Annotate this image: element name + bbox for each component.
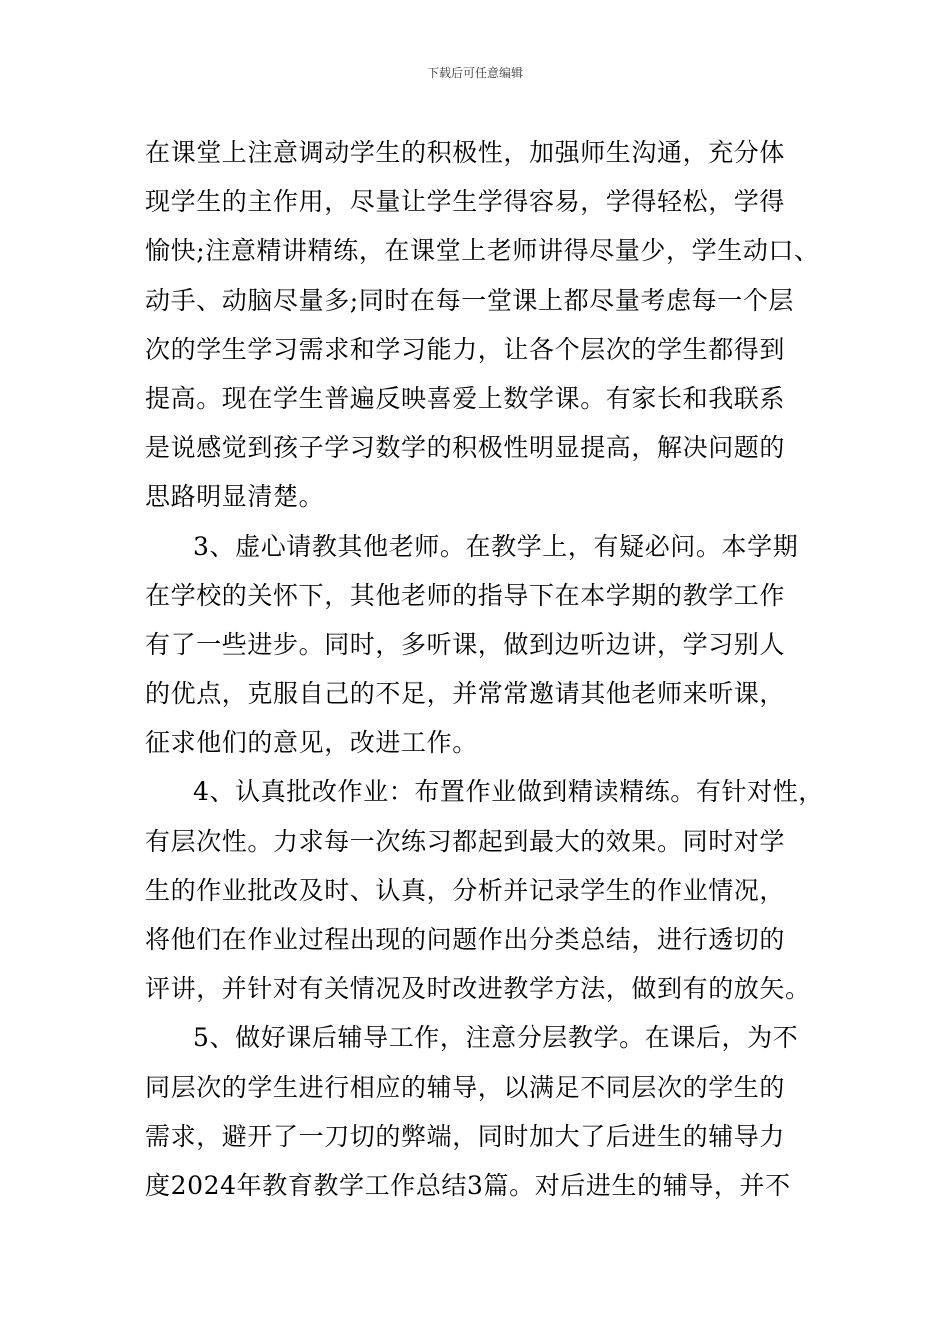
text-line: 将他们在作业过程出现的问题作出分类总结，进行透切的 bbox=[145, 925, 786, 954]
document-body bbox=[145, 128, 835, 1210]
text-line: 有了一些进步。同时，多听课，做到边听边讲，学习别人 bbox=[145, 629, 786, 659]
text-line: 生的作业批改及时、认真，分析并记录学生的作业情况， bbox=[145, 875, 786, 905]
paragraph-5 bbox=[145, 1013, 835, 1210]
text-line: 征求他们的意见，改进工作。 bbox=[145, 728, 478, 758]
text-line: 有层次性。力求每一次练习都起到最大的效果。同时对学 bbox=[145, 826, 786, 856]
text-line: 是说感觉到孩子学习数学的积极性明显提高，解决问题的 bbox=[145, 433, 786, 463]
page-header: 下载后可任意编辑 bbox=[426, 66, 523, 80]
text-line: 动手、动脑尽量多;同时在每一堂课上都尽量考虑每一个层 bbox=[145, 285, 795, 315]
text-line: 现学生的主作用，尽量让学生学得容易，学得轻松，学得 bbox=[145, 187, 786, 217]
text-line: 思路明显清楚。 bbox=[145, 482, 325, 512]
text-line: 次的学生学习需求和学习能力，让各个层次的学生都得到 bbox=[145, 334, 786, 364]
text-line: 在课堂上注意调动学生的积极性，加强师生沟通，充分体 bbox=[145, 138, 786, 167]
text-line: 3、虚心请教其他老师。在教学上，有疑必问。本学期 bbox=[193, 531, 799, 561]
text-line: 需求，避开了一刀切的弊端，同时加大了后进生的辅导力 bbox=[145, 1121, 786, 1151]
text-line: 5、做好课后辅导工作，注意分层教学。在课后，为不 bbox=[193, 1023, 799, 1053]
text-line: 同层次的学生进行相应的辅导，以满足不同层次的学生的 bbox=[145, 1072, 786, 1102]
paragraph-3 bbox=[145, 522, 835, 768]
paragraph-1 bbox=[145, 128, 835, 522]
text-line: 愉快;注意精讲精练，在课堂上老师讲得尽量少，学生动口、 bbox=[145, 236, 820, 266]
text-line: 评讲，并针对有关情况及时改进教学方法，做到有的放矢。 bbox=[145, 974, 811, 1004]
text-line: 的优点，克服自己的不足，并常常邀请其他老师来听课， bbox=[145, 679, 786, 709]
text-line: 在学校的关怀下，其他老师的指导下在本学期的教学工作 bbox=[145, 580, 786, 610]
text-line: 4、认真批改作业：布置作业做到精读精练。有针对性， bbox=[193, 777, 824, 807]
paragraph-4 bbox=[145, 767, 835, 1013]
text-line: 提高。现在学生普遍反映喜爱上数学课。有家长和我联系 bbox=[145, 383, 786, 413]
text-line: 度2024年教育教学工作总结3篇。对后进生的辅导，并不 bbox=[145, 1170, 791, 1200]
